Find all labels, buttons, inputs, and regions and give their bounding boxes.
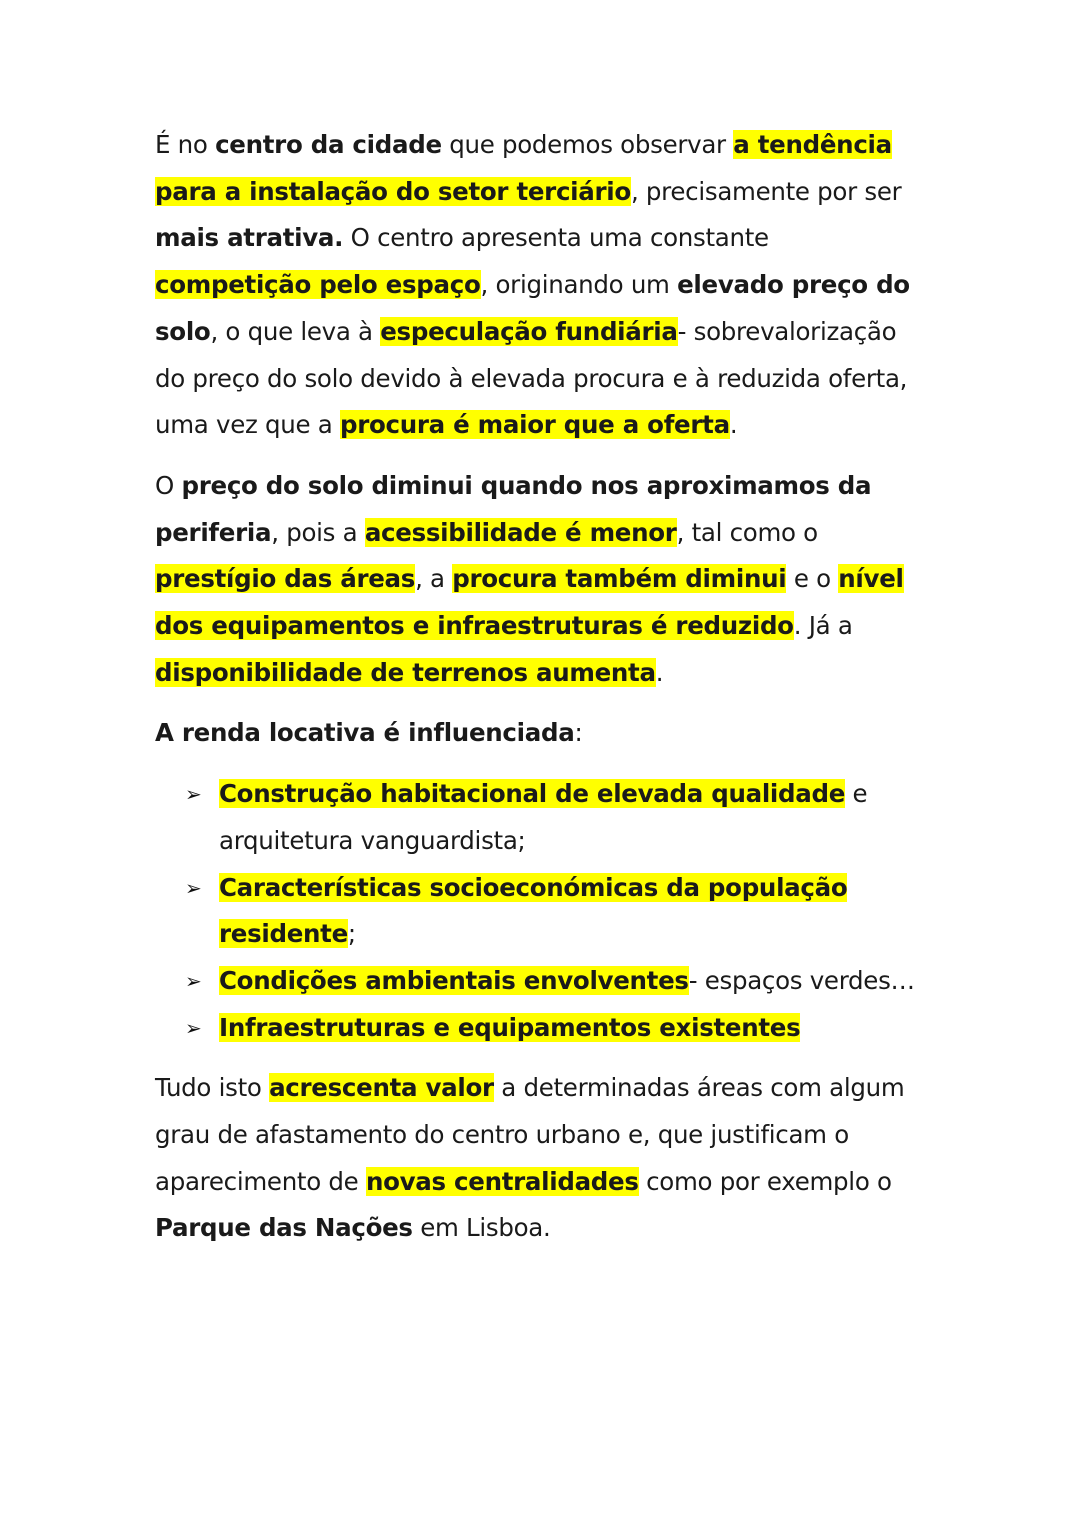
text-run: . Já a (793, 611, 853, 641)
highlighted-text: Características socioeconómicas da população residente (219, 872, 848, 949)
paragraph-city-center (155, 122, 925, 449)
arrow-bullet-icon: ➢ (185, 968, 202, 993)
text-run: , tal como o (676, 517, 818, 547)
highlighted-text: procura também diminui (452, 564, 787, 594)
bold-text: centro da cidade (215, 130, 442, 159)
text-run: Tudo isto (155, 1073, 270, 1103)
highlighted-text: novas centralidades (365, 1166, 639, 1196)
list-item (185, 958, 925, 1005)
list-item-text (219, 1013, 800, 1042)
list-item (185, 1005, 925, 1052)
text-run: , pois a (271, 517, 365, 547)
highlighted-text: acessibilidade é menor (364, 517, 677, 547)
bold-text: A renda locativa é influenciada (155, 718, 575, 748)
highlighted-text: nível dos equipamentos e infraestruturas é reduzido (155, 564, 904, 641)
text-run: , a (415, 564, 453, 594)
list-item-text (219, 779, 867, 855)
text-run: a determinadas áreas com algum grau de afastamento do centro urbano e, que justificam o aparecimento de (155, 1073, 905, 1196)
text-run: e o (786, 564, 839, 594)
influence-list (155, 771, 925, 1051)
text-run: ; (347, 919, 356, 949)
text-run: O (155, 470, 182, 500)
paragraph-periphery (155, 463, 925, 697)
arrow-bullet-icon: ➢ (185, 875, 202, 900)
list-item (185, 771, 925, 864)
text-run: , precisamente por ser (630, 176, 902, 206)
highlighted-text: prestígio das áreas (155, 564, 416, 594)
bold-text: elevado preço do solo (155, 270, 910, 346)
highlighted-text: disponibilidade de terrenos aumenta (155, 657, 656, 687)
bold-text: preço do solo diminui quando nos aproximamos da periferia (155, 470, 872, 547)
bold-text: mais atrativa. (155, 223, 344, 253)
text-run: : (574, 718, 583, 748)
list-item-text (219, 873, 847, 949)
text-run: , originando um (480, 270, 678, 300)
text-run: . (655, 657, 664, 687)
arrow-bullet-icon: ➢ (185, 782, 202, 807)
text-run: e arquitetura vanguardista; (219, 779, 868, 855)
document-page (155, 122, 925, 1266)
bold-text: Parque das Nações (155, 1213, 413, 1243)
text-run: É no (155, 130, 216, 159)
list-item (185, 865, 925, 958)
text-run: como por exemplo o (638, 1166, 892, 1196)
highlighted-text: competição pelo espaço (155, 270, 481, 300)
paragraph-closing (155, 1065, 925, 1252)
highlighted-text: Condições ambientais envolventes (219, 965, 689, 995)
text-run: em Lisboa. (412, 1213, 551, 1243)
highlighted-text: acrescenta valor (269, 1073, 494, 1103)
highlighted-text: a tendência para a instalação do setor terciário (155, 130, 892, 206)
arrow-bullet-icon: ➢ (185, 1015, 202, 1040)
highlighted-text: Construção habitacional de elevada qualidade (219, 779, 846, 809)
highlighted-text: Infraestruturas e equipamentos existentes (219, 1012, 801, 1042)
text-run: , o que leva à (210, 316, 381, 346)
highlighted-text: especulação fundiária (380, 316, 678, 346)
text-run: . (729, 410, 738, 440)
highlighted-text: procura é maior que a oferta (339, 410, 730, 440)
text-run: que podemos observar (441, 130, 734, 159)
text-run: - espaços verdes… (688, 965, 915, 995)
text-run: O centro apresenta uma constante (343, 223, 769, 253)
text-run: - sobrevalorização do preço do solo devido à elevada procura e à reduzida oferta, uma vez que a (155, 316, 908, 440)
list-item-text (219, 966, 915, 995)
paragraph-rent-heading (155, 710, 925, 757)
